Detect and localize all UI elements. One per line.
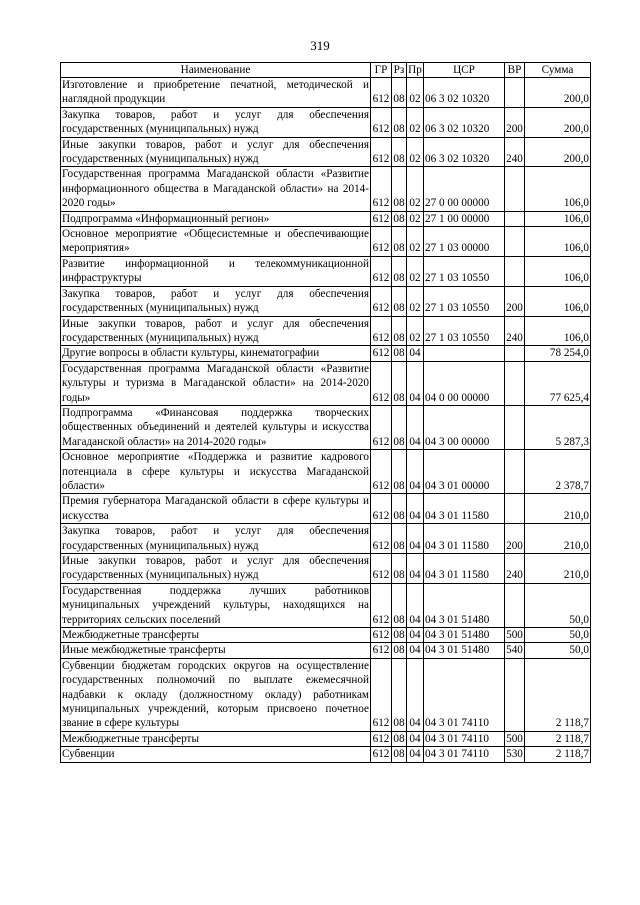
cell-gr: 612 bbox=[371, 256, 392, 286]
cell-vr bbox=[505, 405, 525, 449]
cell-gr: 612 bbox=[371, 554, 392, 584]
cell-name: Субвенции бюджетам городских округов на осуществление государственных полномочий по выплате ежемесячной надбавки к окладу (должностному окладу) работникам муниципальных учреждений, которым присвоено почетное звание в сфере культуры bbox=[62, 659, 369, 730]
cell-vr bbox=[505, 211, 525, 226]
cell-gr: 612 bbox=[371, 107, 392, 137]
cell-csr: 27 1 03 10550 bbox=[424, 256, 505, 286]
table-row bbox=[61, 211, 591, 226]
cell-sum: 77 625,4 bbox=[525, 361, 591, 405]
cell-rz: 08 bbox=[392, 361, 407, 405]
cell-vr bbox=[505, 583, 525, 627]
cell-rz: 08 bbox=[392, 107, 407, 137]
cell-vr bbox=[505, 227, 525, 257]
cell-sum: 200,0 bbox=[525, 137, 591, 167]
cell-name: Развитие информационной и телекоммуникационной инфраструктуры bbox=[62, 257, 369, 285]
cell-vr: 240 bbox=[505, 316, 525, 346]
cell-csr: 04 3 01 11580 bbox=[424, 524, 505, 554]
cell-pr: 02 bbox=[407, 227, 424, 257]
cell-csr: 06 3 02 10320 bbox=[424, 107, 505, 137]
cell-vr bbox=[505, 346, 525, 361]
cell-csr: 27 1 03 10550 bbox=[424, 286, 505, 316]
cell-sum: 200,0 bbox=[525, 78, 591, 108]
cell-vr bbox=[505, 658, 525, 731]
header-pr: Пр bbox=[408, 64, 422, 76]
cell-sum: 50,0 bbox=[525, 643, 591, 658]
cell-csr: 04 3 01 74110 bbox=[424, 747, 505, 762]
cell-gr: 612 bbox=[371, 227, 392, 257]
cell-csr: 04 3 01 51480 bbox=[424, 628, 505, 643]
cell-rz: 08 bbox=[392, 658, 407, 731]
table-row bbox=[61, 361, 591, 405]
cell-pr: 02 bbox=[407, 211, 424, 226]
table-row bbox=[61, 494, 591, 524]
cell-rz: 08 bbox=[393, 644, 405, 657]
cell-sum: 210,0 bbox=[525, 524, 591, 554]
header-rz: Рз bbox=[392, 63, 407, 78]
page-number: 319 bbox=[310, 38, 330, 53]
cell-name: Государственная поддержка лучших работников муниципальных учреждений культуры, находящихся на территориях сельских поселений bbox=[62, 584, 369, 626]
cell-gr: 612 bbox=[371, 643, 392, 658]
cell-pr: 04 bbox=[407, 747, 424, 762]
cell-rz: 08 bbox=[393, 347, 405, 360]
cell-pr: 04 bbox=[407, 361, 424, 405]
table-row bbox=[61, 256, 591, 286]
cell-pr: 04 bbox=[407, 450, 424, 494]
cell-vr: 540 bbox=[506, 644, 523, 657]
cell-sum: 106,0 bbox=[525, 227, 591, 257]
cell-csr: 04 3 01 00000 bbox=[424, 450, 505, 494]
cell-sum: 106,0 bbox=[525, 211, 591, 226]
cell-csr: 27 1 00 00000 bbox=[424, 211, 505, 226]
header-gr: ГР bbox=[371, 63, 392, 78]
cell-name: Другие вопросы в области культуры, кинематографии bbox=[61, 346, 371, 361]
header-sum: Сумма bbox=[525, 63, 591, 78]
cell-pr: 02 bbox=[407, 316, 424, 346]
table-row bbox=[61, 554, 591, 584]
cell-csr: 27 1 03 00000 bbox=[424, 227, 505, 257]
cell-gr: 612 bbox=[371, 211, 392, 226]
cell-sum: 106,0 bbox=[525, 286, 591, 316]
cell-gr: 612 bbox=[371, 658, 392, 731]
table-row bbox=[61, 524, 591, 554]
table-row bbox=[61, 747, 591, 762]
cell-rz: 08 bbox=[393, 732, 405, 745]
cell-name: Закупка товаров, работ и услуг для обеспечения государственных (муниципальных) нужд bbox=[62, 525, 369, 552]
cell-sum: 2 378,7 bbox=[525, 450, 591, 494]
cell-rz: 08 bbox=[393, 629, 405, 642]
cell-vr: 500 bbox=[506, 732, 523, 745]
cell-pr: 02 bbox=[407, 137, 424, 167]
table-row bbox=[61, 731, 591, 746]
cell-csr: 06 3 02 10320 bbox=[424, 137, 505, 167]
cell-gr: 612 bbox=[371, 316, 392, 346]
header-csr: ЦСР bbox=[424, 63, 505, 78]
cell-rz: 08 bbox=[392, 78, 407, 108]
cell-gr: 612 bbox=[371, 78, 392, 108]
table-row bbox=[61, 286, 591, 316]
cell-pr: 02 bbox=[407, 78, 424, 108]
cell-name: Закупка товаров, работ и услуг для обеспечения государственных (муниципальных) нужд bbox=[62, 287, 369, 315]
cell-gr: 612 bbox=[371, 747, 392, 762]
cell-sum: 2 118,7 bbox=[525, 747, 591, 762]
cell-gr: 612 bbox=[371, 361, 392, 405]
cell-pr: 04 bbox=[407, 405, 424, 449]
cell-gr: 612 bbox=[371, 167, 392, 211]
header-vr: ВР bbox=[505, 63, 525, 78]
cell-vr: 200 bbox=[505, 524, 525, 554]
cell-vr bbox=[505, 78, 525, 108]
cell-rz: 08 bbox=[393, 748, 405, 761]
cell-csr: 04 3 01 74110 bbox=[424, 731, 505, 746]
cell-csr: 04 3 01 11580 bbox=[424, 494, 505, 524]
cell-csr: 27 0 00 00000 bbox=[424, 167, 505, 211]
table-row bbox=[61, 628, 591, 643]
cell-sum: 50,0 bbox=[525, 628, 591, 643]
cell-vr: 200 bbox=[505, 107, 525, 137]
cell-pr: 04 bbox=[407, 494, 424, 524]
cell-name: Межбюджетные трансферты bbox=[61, 731, 371, 746]
cell-name: Иные закупки товаров, работ и услуг для обеспечения государственных (муниципальных) нужд bbox=[62, 317, 369, 344]
cell-sum: 210,0 bbox=[525, 494, 591, 524]
cell-csr: 04 3 01 11580 bbox=[424, 554, 505, 584]
cell-csr: 27 1 03 10550 bbox=[424, 316, 505, 346]
cell-pr: 02 bbox=[407, 286, 424, 316]
cell-rz: 08 bbox=[392, 524, 407, 554]
cell-sum: 78 254,0 bbox=[525, 346, 591, 361]
cell-sum: 200,0 bbox=[525, 107, 591, 137]
cell-pr: 04 bbox=[407, 628, 424, 643]
cell-gr: 612 bbox=[371, 731, 392, 746]
table-header-row bbox=[61, 63, 591, 78]
table-row bbox=[61, 346, 591, 361]
cell-rz: 08 bbox=[392, 137, 407, 167]
cell-rz: 08 bbox=[392, 494, 407, 524]
table-row bbox=[61, 450, 591, 494]
table-row bbox=[61, 167, 591, 211]
cell-gr: 612 bbox=[371, 405, 392, 449]
cell-name: Подпрограмма «Финансовая поддержка творческих общественных объединений и деятелей культуры и искусства Магаданской области» на 2014-2020 годы» bbox=[62, 406, 369, 448]
cell-csr bbox=[424, 346, 505, 361]
cell-sum: 2 118,7 bbox=[525, 658, 591, 731]
cell-rz: 08 bbox=[392, 256, 407, 286]
cell-sum: 2 118,7 bbox=[525, 731, 591, 746]
table-row bbox=[61, 137, 591, 167]
cell-rz: 08 bbox=[392, 554, 407, 584]
cell-sum: 106,0 bbox=[525, 167, 591, 211]
cell-vr bbox=[505, 361, 525, 405]
cell-rz: 08 bbox=[392, 450, 407, 494]
cell-pr: 04 bbox=[407, 731, 424, 746]
cell-vr bbox=[505, 256, 525, 286]
cell-pr: 04 bbox=[407, 658, 424, 731]
table-row bbox=[61, 107, 591, 137]
cell-name: Премия губернатора Магаданской области в сфере культуры и искусства bbox=[62, 495, 369, 522]
table-row bbox=[61, 316, 591, 346]
cell-name: Основное мероприятие «Поддержка и развитие кадрового потенциала в сфере культуры и искусства Магаданской области» bbox=[62, 451, 369, 492]
cell-pr: 04 bbox=[407, 524, 424, 554]
cell-csr: 04 3 01 74110 bbox=[424, 658, 505, 731]
cell-csr: 06 3 02 10320 bbox=[424, 78, 505, 108]
cell-rz: 08 bbox=[392, 405, 407, 449]
cell-name: Межбюджетные трансферты bbox=[61, 628, 371, 643]
cell-csr: 04 0 00 00000 bbox=[424, 361, 505, 405]
cell-name: Основное мероприятие «Общесистемные и обеспечивающие мероприятия» bbox=[62, 228, 369, 255]
cell-sum: 106,0 bbox=[525, 256, 591, 286]
cell-sum: 5 287,3 bbox=[525, 405, 591, 449]
cell-name: Закупка товаров, работ и услуг для обеспечения государственных (муниципальных) нужд bbox=[62, 108, 369, 136]
table-body bbox=[61, 78, 591, 763]
cell-vr: 530 bbox=[506, 748, 523, 761]
table-row bbox=[61, 643, 591, 658]
cell-csr: 04 3 01 51480 bbox=[424, 583, 505, 627]
cell-rz: 08 bbox=[392, 286, 407, 316]
cell-name: Иные межбюджетные трансферты bbox=[61, 643, 371, 658]
cell-name: Подпрограмма «Информационный регион» bbox=[61, 211, 371, 226]
cell-pr: 02 bbox=[407, 167, 424, 211]
budget-table bbox=[60, 62, 591, 763]
cell-vr bbox=[505, 494, 525, 524]
cell-pr: 04 bbox=[407, 583, 424, 627]
cell-pr: 02 bbox=[407, 107, 424, 137]
cell-gr: 612 bbox=[371, 286, 392, 316]
table-row bbox=[61, 78, 591, 108]
cell-pr: 04 bbox=[407, 346, 424, 361]
cell-vr: 200 bbox=[505, 286, 525, 316]
cell-name: Изготовление и приобретение печатной, методической и наглядной продукции bbox=[62, 79, 369, 106]
cell-rz: 08 bbox=[392, 316, 407, 346]
cell-name: Субвенции bbox=[61, 747, 371, 762]
cell-gr: 612 bbox=[371, 628, 392, 643]
cell-name: Иные закупки товаров, работ и услуг для обеспечения государственных (муниципальных) нужд bbox=[62, 555, 369, 582]
cell-rz: 08 bbox=[393, 212, 405, 225]
table-row bbox=[61, 405, 591, 449]
table-row bbox=[61, 227, 591, 257]
cell-gr: 612 bbox=[371, 494, 392, 524]
cell-pr: 02 bbox=[407, 256, 424, 286]
table-row bbox=[61, 583, 591, 627]
cell-gr: 612 bbox=[371, 450, 392, 494]
cell-rz: 08 bbox=[392, 583, 407, 627]
cell-sum: 50,0 bbox=[525, 583, 591, 627]
cell-name: Государственная программа Магаданской области «Развитие культуры и туризма в Магаданской области» на 2014-2020 годы» bbox=[62, 362, 369, 404]
cell-rz: 08 bbox=[392, 227, 407, 257]
cell-gr: 612 bbox=[371, 583, 392, 627]
cell-gr: 612 bbox=[371, 346, 392, 361]
cell-vr bbox=[505, 167, 525, 211]
table-row bbox=[61, 658, 591, 731]
cell-sum: 210,0 bbox=[525, 554, 591, 584]
cell-gr: 612 bbox=[371, 137, 392, 167]
header-name: Наименование bbox=[61, 63, 371, 78]
cell-sum: 106,0 bbox=[525, 316, 591, 346]
cell-name: Иные закупки товаров, работ и услуг для обеспечения государственных (муниципальных) нужд bbox=[62, 138, 369, 166]
cell-name: Государственная программа Магаданской области «Развитие информационного общества в Магаданской области» на 2014-2020 годы» bbox=[62, 168, 369, 210]
cell-vr: 240 bbox=[505, 554, 525, 584]
cell-gr: 612 bbox=[371, 524, 392, 554]
cell-vr: 500 bbox=[506, 629, 523, 642]
cell-csr: 04 3 00 00000 bbox=[424, 405, 505, 449]
cell-rz: 08 bbox=[392, 167, 407, 211]
cell-pr: 04 bbox=[407, 643, 424, 658]
cell-pr: 04 bbox=[407, 554, 424, 584]
cell-vr: 240 bbox=[505, 137, 525, 167]
cell-csr: 04 3 01 51480 bbox=[424, 643, 505, 658]
cell-vr bbox=[505, 450, 525, 494]
